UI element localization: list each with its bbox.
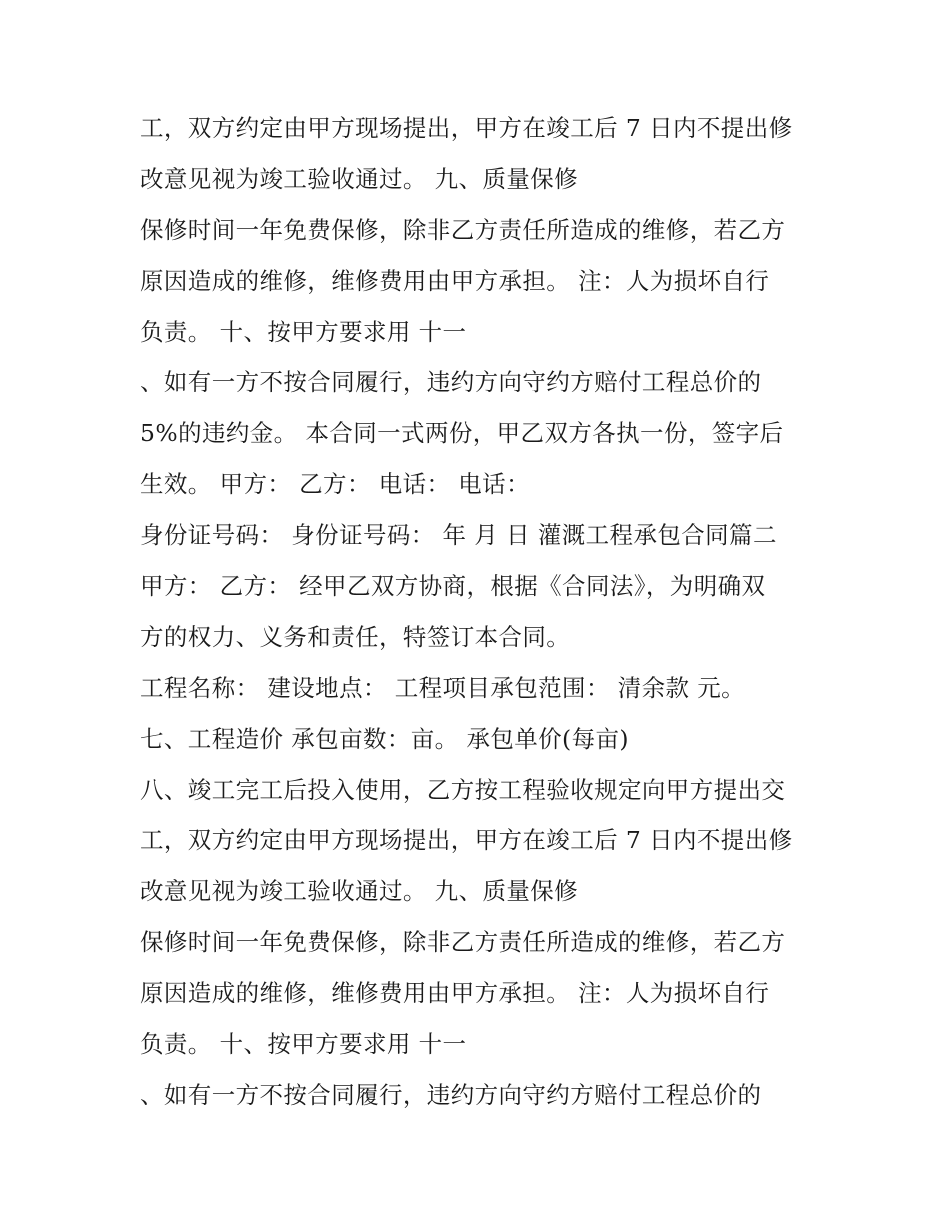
text-line: 负责。 十、按甲方要求用 十一 [140, 1030, 467, 1059]
text-line: 原因造成的维修，维修费用由甲方承担。 注：人为损坏自行 [140, 979, 770, 1008]
text-line: 八、竣工完工后投入使用，乙方按工程验收规定向甲方提出交 [140, 775, 786, 804]
text-line: 工程名称： 建设地点： 工程项目承包范围： 清余款 元。 [140, 673, 746, 702]
text-line: 、如有一方不按合同履行，违约方向守约方赔付工程总价的 [140, 368, 762, 397]
text-line: 保修时间一年免费保修，除非乙方责任所造成的维修，若乙方 [140, 928, 786, 957]
text-line: 工，双方约定由甲方现场提出，甲方在竣工后 7 日内不提出修 [140, 114, 793, 142]
text-line: 甲方： 乙方： 经甲乙双方协商，根据《合同法》，为明确双 [140, 572, 766, 601]
text-line: 改意见视为竣工验收通过。 九、质量保修 [140, 164, 579, 193]
text-line: 负责。 十、按甲方要求用 十一 [140, 317, 467, 346]
document-body [140, 103, 820, 1121]
text-line: 方的权力、义务和责任，特签订本合同。 [140, 622, 571, 651]
text-line: 、如有一方不按合同履行，违约方向守约方赔付工程总价的 [140, 1080, 762, 1109]
text-line: 5%的违约金。 本合同一式两份，甲乙双方各执一份，签字后 [140, 419, 784, 448]
text-line: 原因造成的维修，维修费用由甲方承担。 注：人为损坏自行 [140, 266, 770, 295]
text-line: 改意见视为竣工验收通过。 九、质量保修 [140, 877, 579, 906]
text-line: 七、工程造价 承包亩数：亩。 承包单价(每亩) [140, 724, 629, 753]
text-line: 工，双方约定由甲方现场提出，甲方在竣工后 7 日内不提出修 [140, 826, 793, 855]
text-line: 生效。 甲方： 乙方： 电话： 电话： [140, 470, 530, 499]
text-line: 保修时间一年免费保修，除非乙方责任所造成的维修，若乙方 [140, 215, 786, 244]
text-line: 身份证号码： 身份证号码： 年 月 日 灌溉工程承包合同篇二 [140, 521, 777, 550]
